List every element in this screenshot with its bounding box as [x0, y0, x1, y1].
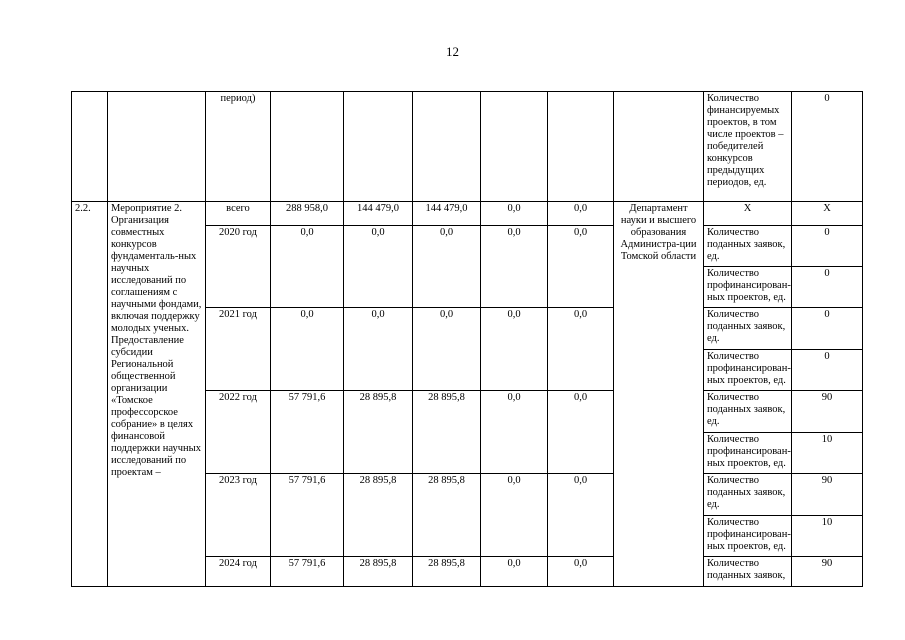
total-cell: 0,0	[271, 308, 344, 391]
indicator-cell: Х	[704, 202, 792, 226]
amount-cell: 0,0	[413, 308, 481, 391]
amount-cell: 0,0	[548, 474, 614, 557]
year-cell: 2022 год	[206, 391, 271, 474]
year-cell: 2024 год	[206, 557, 271, 587]
amount-cell: 144 479,0	[413, 202, 481, 226]
total-cell: 288 958,0	[271, 202, 344, 226]
amount-cell: 0,0	[344, 226, 413, 308]
amount-cell: 0,0	[548, 226, 614, 308]
year-cell: 2020 год	[206, 226, 271, 308]
total-cell: 0,0	[271, 226, 344, 308]
indicator-cell: Количество поданных заявок, ед.	[704, 308, 792, 350]
page-number: 12	[446, 44, 459, 59]
amount-cell: 0,0	[548, 202, 614, 226]
amount-cell: 28 895,8	[344, 557, 413, 587]
indicator-cell: Количество поданных заявок,	[704, 557, 792, 587]
cell-empty	[481, 92, 548, 202]
indicator-value: Х	[792, 202, 863, 226]
measure-number: 2.2.	[72, 202, 108, 587]
cell-empty	[548, 92, 614, 202]
indicator-value: 90	[792, 474, 863, 516]
continuation-row	[72, 92, 863, 202]
measure-name: Мероприятие 2. Организация совместных конкурсов фундаменталь-ных научных исследований по соглашениям с научными фондами, включая поддержку молодых ученых. Предоставление субсидии Региональной общественной организации «Томское профессорское собрание» в целях финансовой поддержки научных исследований по проектам –	[108, 202, 206, 587]
cell-empty	[344, 92, 413, 202]
amount-cell: 0,0	[481, 202, 548, 226]
amount-cell: 0,0	[344, 308, 413, 391]
indicator-value: 0	[792, 267, 863, 308]
indicator-value: 90	[792, 557, 863, 587]
indicator-cell: Количество профинансирован-ных проектов, ед.	[704, 433, 792, 474]
amount-cell: 28 895,8	[413, 474, 481, 557]
amount-cell: 0,0	[548, 391, 614, 474]
indicator-value: 0	[792, 350, 863, 391]
indicator-value: 0	[792, 92, 863, 202]
program-table	[71, 91, 863, 587]
cell-empty	[271, 92, 344, 202]
table-row	[72, 202, 863, 226]
amount-cell: 0,0	[413, 226, 481, 308]
amount-cell: 28 895,8	[413, 557, 481, 587]
amount-cell: 28 895,8	[413, 391, 481, 474]
executor-cell: Департамент науки и высшего образования Администра-ции Томской области	[614, 202, 704, 587]
indicator-cell: Количество профинансирован-ных проектов, ед.	[704, 516, 792, 557]
amount-cell: 0,0	[481, 557, 548, 587]
total-cell: 57 791,6	[271, 557, 344, 587]
amount-cell: 0,0	[548, 557, 614, 587]
year-cell: 2023 год	[206, 474, 271, 557]
indicator-cell: Количество профинансирован-ных проектов, ед.	[704, 350, 792, 391]
total-cell: 57 791,6	[271, 474, 344, 557]
amount-cell: 0,0	[548, 308, 614, 391]
cell-empty	[108, 92, 206, 202]
indicator-value: 0	[792, 226, 863, 267]
indicator-cell: Количество профинансирован-ных проектов, ед.	[704, 267, 792, 308]
indicator-cell: Количество поданных заявок, ед.	[704, 391, 792, 433]
amount-cell: 0,0	[481, 474, 548, 557]
indicator-value: 90	[792, 391, 863, 433]
amount-cell: 28 895,8	[344, 391, 413, 474]
indicator-value: 0	[792, 308, 863, 350]
cell-empty	[413, 92, 481, 202]
cell-empty	[614, 92, 704, 202]
indicator-cell: Количество поданных заявок, ед.	[704, 474, 792, 516]
period-cell: период)	[206, 92, 271, 202]
amount-cell: 0,0	[481, 391, 548, 474]
indicator-cell: Количество поданных заявок, ед.	[704, 226, 792, 267]
amount-cell: 0,0	[481, 308, 548, 391]
cell-empty	[72, 92, 108, 202]
indicator-cell: Количество финансируемых проектов, в том числе проектов – победителей конкурсов предыдущих периодов, ед.	[704, 92, 792, 202]
indicator-value: 10	[792, 433, 863, 474]
total-cell: 57 791,6	[271, 391, 344, 474]
indicator-value: 10	[792, 516, 863, 557]
year-cell: всего	[206, 202, 271, 226]
amount-cell: 0,0	[481, 226, 548, 308]
amount-cell: 144 479,0	[344, 202, 413, 226]
year-cell: 2021 год	[206, 308, 271, 391]
amount-cell: 28 895,8	[344, 474, 413, 557]
